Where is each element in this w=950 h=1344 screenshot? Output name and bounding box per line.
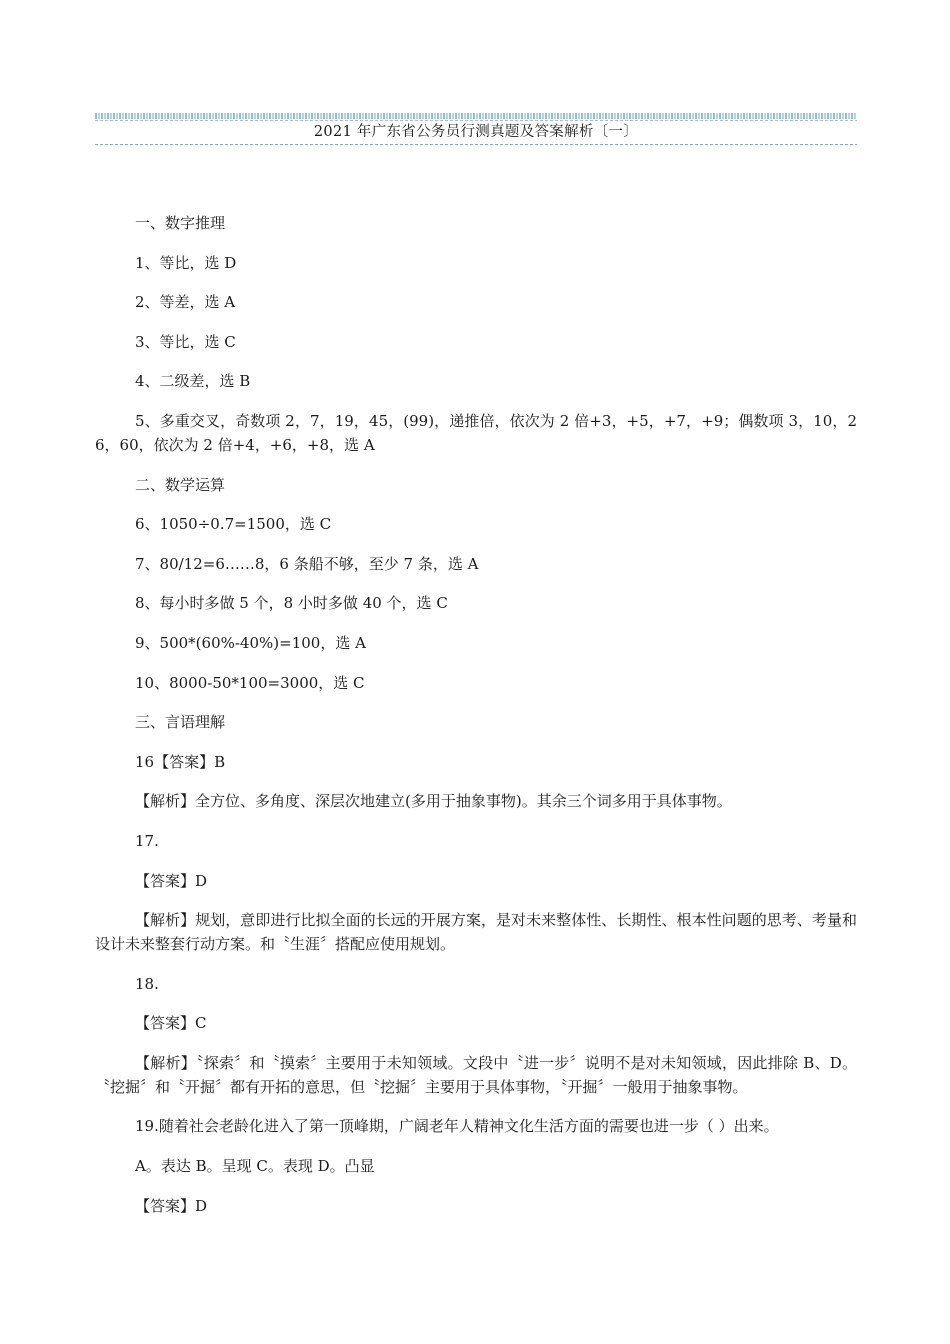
section-heading: 一、数字推理	[135, 214, 226, 232]
answer-line: 10、8000-50*100=3000，选 C	[135, 673, 365, 692]
answer-label: 16【答案】B	[135, 752, 226, 771]
answer-line: 5、多重交叉，奇数项 2，7，19，45，(99)，递推倍，依次为 2 倍+3，+5，+7，+9；偶数项 3，10，26，60，依次为 2 倍+4，+6，+8，选 A	[95, 411, 857, 454]
answer-line: 8、每小时多做 5 个，8 小时多做 40 个，选 C	[135, 594, 448, 613]
answer-line: 1、等比，选 D	[135, 253, 237, 272]
header-bottom-rule	[95, 144, 857, 145]
section-heading: 三、言语理解	[135, 713, 226, 732]
answer-label: 【答案】D	[135, 871, 208, 890]
answer-line: 3、等比，选 C	[135, 332, 236, 351]
analysis-text: 【解析】规划，意即进行比拟全面的长远的开展方案，是对未来整体性、长期性、根本性问题的思考、考量和设计未来整套行动方案。和〝生涯〞搭配应使用规划。	[95, 911, 857, 954]
answer-line: 2、等差，选 A	[135, 293, 236, 312]
header-top-rule-thin	[95, 120, 857, 121]
header-top-rule	[95, 113, 857, 119]
answer-label: 【答案】D	[135, 1196, 208, 1215]
answer-line: 9、500*(60%-40%)=100，选 A	[135, 633, 366, 652]
question-text: 19.随着社会老龄化进入了第一顶峰期，广阔老年人精神文化生活方面的需要也进一步（ ）出来。	[135, 1117, 779, 1136]
question-number: 17.	[135, 831, 159, 850]
document-body	[95, 211, 857, 1233]
question-options: A。表达 B。呈现 C。表现 D。凸显	[135, 1157, 375, 1176]
answer-line: 6、1050÷0.7=1500，选 C	[135, 515, 332, 534]
answer-line: 7、80/12=6……8，6 条船不够，至少 7 条，选 A	[135, 554, 479, 573]
answer-label: 【答案】C	[135, 1014, 207, 1033]
analysis-text: 【解析】〝探索〞和〝摸索〞主要用于未知领域。文段中〝进一步〞说明不是对未知领域，因此排除 B、D。〝挖掘〞和〝开掘〞都有开拓的意思，但〝挖掘〞主要用于具体事物，〝开掘〞一般用于抽象事物。	[95, 1053, 857, 1096]
analysis-text: 【解析】全方位、多角度、深层次地建立(多用于抽象事物)。其余三个词多用于具体事物。	[135, 792, 732, 811]
document-title: 2021 年广东省公务员行测真题及答案解析〔一〕	[313, 124, 639, 140]
answer-line: 4、二级差，选 B	[135, 372, 251, 391]
document-header	[95, 113, 857, 145]
section-heading: 二、数学运算	[135, 475, 226, 494]
question-number: 18.	[135, 974, 159, 993]
